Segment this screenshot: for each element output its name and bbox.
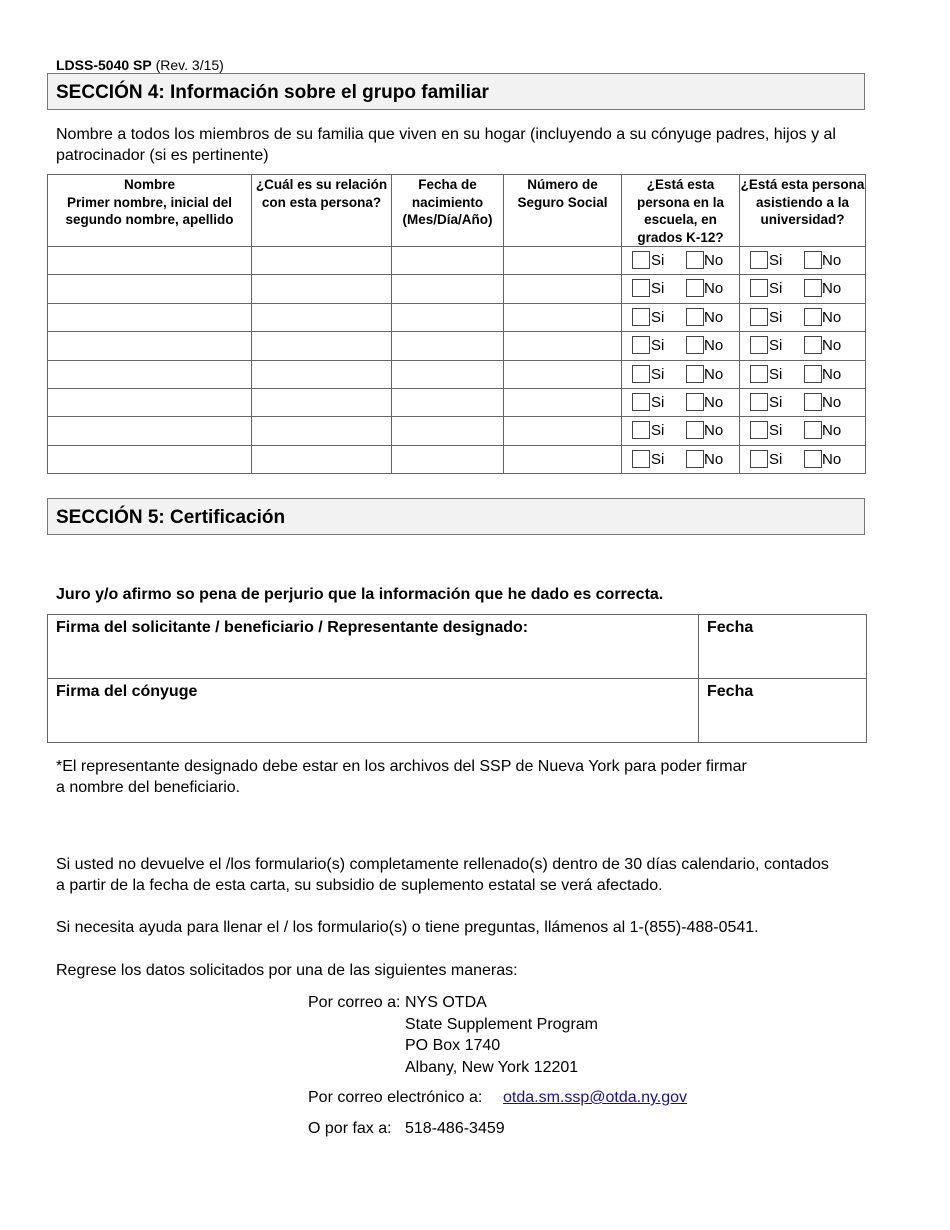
k12-cell [622, 275, 740, 303]
ssn-cell[interactable] [504, 417, 622, 445]
university-no-checkbox[interactable] [804, 365, 822, 383]
k12-no-checkbox[interactable] [686, 279, 704, 297]
k12-yes-checkbox[interactable] [632, 450, 650, 468]
k12-no-label: No [704, 252, 724, 269]
university-no-checkbox[interactable] [804, 251, 822, 269]
fax-number: 518-486-3459 [405, 1120, 505, 1137]
k12-yes-label: Si [651, 422, 665, 440]
name-cell[interactable] [48, 303, 252, 331]
university-no-checkbox[interactable] [804, 336, 822, 354]
name-cell[interactable] [48, 332, 252, 360]
form-code: LDSS-5040 SP [56, 57, 152, 73]
k12-no-label: No [704, 337, 724, 355]
ssn-cell[interactable] [504, 360, 622, 388]
k12-no-label: No [704, 393, 724, 411]
mail-address-line: Albany, New York 12201 [405, 1058, 579, 1076]
table-row [48, 388, 866, 416]
dob-cell[interactable] [392, 388, 504, 416]
ssn-cell[interactable] [504, 247, 622, 275]
university-cell [740, 360, 866, 388]
k12-no-label: No [704, 450, 724, 468]
ssn-cell[interactable] [504, 303, 622, 331]
mail-address-line: NYS OTDA [405, 994, 487, 1011]
k12-cell [622, 247, 740, 275]
fax-label: O por fax a: [308, 1120, 392, 1137]
representative-note: *El representante designado debe estar en los archivos del SSP de Nueva York para poder firmar a nombre del beneficiario. [56, 758, 747, 796]
k12-yes-checkbox[interactable] [632, 365, 650, 383]
k12-yes-label: Si [651, 393, 665, 411]
dob-cell[interactable] [392, 303, 504, 331]
university-no-checkbox[interactable] [804, 450, 822, 468]
university-yes-label: Si [769, 252, 783, 269]
k12-cell [622, 388, 740, 416]
relationship-cell[interactable] [252, 417, 392, 445]
university-cell [740, 445, 866, 473]
col-header-dob: Fecha de nacimiento (Mes/Día/Año) [392, 175, 504, 247]
table-row [48, 303, 866, 331]
university-no-label: No [822, 365, 842, 383]
form-id [56, 57, 224, 73]
k12-cell [622, 303, 740, 331]
university-no-checkbox[interactable] [804, 279, 822, 297]
university-yes-label: Si [769, 337, 783, 355]
help-text: Si necesita ayuda para llenar el / los formulario(s) o tiene preguntas, llámenos al 1-(855)-488-0541. [56, 919, 759, 936]
k12-no-label: No [704, 365, 724, 383]
university-no-label: No [822, 252, 842, 269]
spouse-signature-field[interactable]: Firma del cónyuge [48, 679, 699, 743]
mail-address-line: PO Box 1740 [405, 1037, 501, 1054]
name-cell[interactable] [48, 247, 252, 275]
relationship-cell[interactable] [252, 332, 392, 360]
email-label: Por correo electrónico a: [308, 1089, 483, 1106]
name-cell[interactable] [48, 275, 252, 303]
university-cell [740, 417, 866, 445]
signature-row [48, 615, 867, 679]
university-yes-checkbox[interactable] [750, 365, 768, 383]
signature-table [47, 614, 867, 743]
ssn-cell[interactable] [504, 445, 622, 473]
return-warning: Si usted no devuelve el /los formulario(s) completamente rellenado(s) dentro de 30 días calendario, contados a partir de la fecha de esta carta, su subsidio de suplemento estatal se verá afectado. [56, 856, 829, 894]
mail-address [405, 992, 598, 1078]
spouse-date-field[interactable]: Fecha [699, 679, 867, 743]
return-methods-intro: Regrese los datos solicitados por una de las siguientes maneras: [56, 962, 518, 979]
mail-label: Por correo a: [308, 994, 401, 1011]
col-header-relationship: ¿Cuál es su relación con esta persona? [252, 175, 392, 247]
col-header-k12: ¿Está esta persona en la escuela, en grados K-12? [622, 175, 740, 247]
university-yes-label: Si [769, 422, 783, 440]
dob-cell[interactable] [392, 445, 504, 473]
university-no-label: No [822, 450, 842, 468]
name-cell[interactable] [48, 445, 252, 473]
k12-yes-checkbox[interactable] [632, 393, 650, 411]
k12-yes-checkbox[interactable] [632, 336, 650, 354]
k12-yes-checkbox[interactable] [632, 308, 650, 326]
k12-yes-label: Si [651, 365, 665, 383]
k12-no-checkbox[interactable] [686, 450, 704, 468]
k12-no-label: No [704, 280, 724, 298]
k12-no-checkbox[interactable] [686, 365, 704, 383]
applicant-signature-field[interactable]: Firma del solicitante / beneficiario / Representante designado: [48, 615, 699, 679]
dob-cell[interactable] [392, 360, 504, 388]
k12-no-checkbox[interactable] [686, 421, 704, 439]
university-yes-checkbox[interactable] [750, 421, 768, 439]
university-yes-checkbox[interactable] [750, 336, 768, 354]
dob-cell[interactable] [392, 417, 504, 445]
relationship-cell[interactable] [252, 360, 392, 388]
k12-yes-checkbox[interactable] [632, 251, 650, 269]
relationship-cell[interactable] [252, 247, 392, 275]
col-header-name: Nombre Primer nombre, inicial del segundo nombre, apellido [48, 175, 252, 247]
table-row [48, 445, 866, 473]
k12-cell [622, 332, 740, 360]
university-yes-label: Si [769, 280, 783, 298]
university-yes-label: Si [769, 450, 783, 468]
dob-cell[interactable] [392, 332, 504, 360]
col-header-university: ¿Está esta persona asistiendo a la universidad? [740, 175, 866, 247]
k12-no-checkbox[interactable] [686, 251, 704, 269]
university-no-checkbox[interactable] [804, 421, 822, 439]
university-cell [740, 332, 866, 360]
university-no-checkbox[interactable] [804, 393, 822, 411]
relationship-cell[interactable] [252, 303, 392, 331]
university-yes-label: Si [769, 365, 783, 383]
table-row [48, 247, 866, 275]
university-no-label: No [822, 393, 842, 411]
university-yes-label: Si [769, 393, 783, 411]
k12-yes-label: Si [651, 337, 665, 355]
dob-cell[interactable] [392, 247, 504, 275]
signature-row [48, 679, 867, 743]
university-no-label: No [822, 280, 842, 298]
university-cell [740, 303, 866, 331]
university-no-checkbox[interactable] [804, 308, 822, 326]
table-row [48, 417, 866, 445]
name-cell[interactable] [48, 417, 252, 445]
table-row [48, 360, 866, 388]
mail-address-line: State Supplement Program [405, 1015, 598, 1033]
table-row [48, 275, 866, 303]
university-no-label: No [822, 422, 842, 440]
university-cell [740, 247, 866, 275]
university-yes-checkbox[interactable] [750, 279, 768, 297]
k12-cell [622, 360, 740, 388]
ssn-cell[interactable] [504, 332, 622, 360]
k12-yes-label: Si [651, 280, 665, 298]
k12-no-checkbox[interactable] [686, 336, 704, 354]
form-revision: (Rev. 3/15) [155, 57, 224, 73]
k12-cell [622, 417, 740, 445]
k12-no-checkbox[interactable] [686, 393, 704, 411]
email-link[interactable]: otda.sm.ssp@otda.ny.gov [503, 1089, 688, 1106]
university-yes-checkbox[interactable] [750, 251, 768, 269]
table-header-row [48, 175, 866, 247]
dob-cell[interactable] [392, 275, 504, 303]
university-cell [740, 388, 866, 416]
university-yes-checkbox[interactable] [750, 393, 768, 411]
k12-cell [622, 445, 740, 473]
applicant-date-field[interactable]: Fecha [699, 615, 867, 679]
k12-no-label: No [704, 308, 724, 326]
university-yes-checkbox[interactable] [750, 450, 768, 468]
relationship-cell[interactable] [252, 388, 392, 416]
ssn-cell[interactable] [504, 388, 622, 416]
ssn-cell[interactable] [504, 275, 622, 303]
k12-yes-label: Si [651, 308, 665, 326]
university-yes-label: Si [769, 308, 783, 326]
relationship-cell[interactable] [252, 275, 392, 303]
section4-intro: Nombre a todos los miembros de su familia que viven en su hogar (incluyendo a su cónyuge padres, hijos y al patrocinador (si es pertinente) [56, 126, 836, 164]
name-cell[interactable] [48, 388, 252, 416]
k12-no-label: No [704, 422, 724, 440]
relationship-cell[interactable] [252, 445, 392, 473]
section5-title: SECCIÓN 5: Certificación [47, 498, 865, 535]
certification-statement: Juro y/o afirmo so pena de perjurio que la información que he dado es correcta. [56, 586, 664, 603]
university-no-label: No [822, 337, 842, 355]
col-header-ssn: Número de Seguro Social [504, 175, 622, 247]
section4-title: SECCIÓN 4: Información sobre el grupo familiar [47, 73, 865, 110]
name-cell[interactable] [48, 360, 252, 388]
table-row [48, 332, 866, 360]
k12-yes-label: Si [651, 252, 665, 269]
k12-yes-checkbox[interactable] [632, 279, 650, 297]
university-no-label: No [822, 308, 842, 326]
university-yes-checkbox[interactable] [750, 308, 768, 326]
k12-yes-checkbox[interactable] [632, 421, 650, 439]
university-cell [740, 275, 866, 303]
col-header-name-sub: Primer nombre, inicial del segundo nombre, apellido [65, 194, 234, 227]
k12-yes-label: Si [651, 450, 665, 468]
k12-no-checkbox[interactable] [686, 308, 704, 326]
household-table [47, 174, 866, 474]
